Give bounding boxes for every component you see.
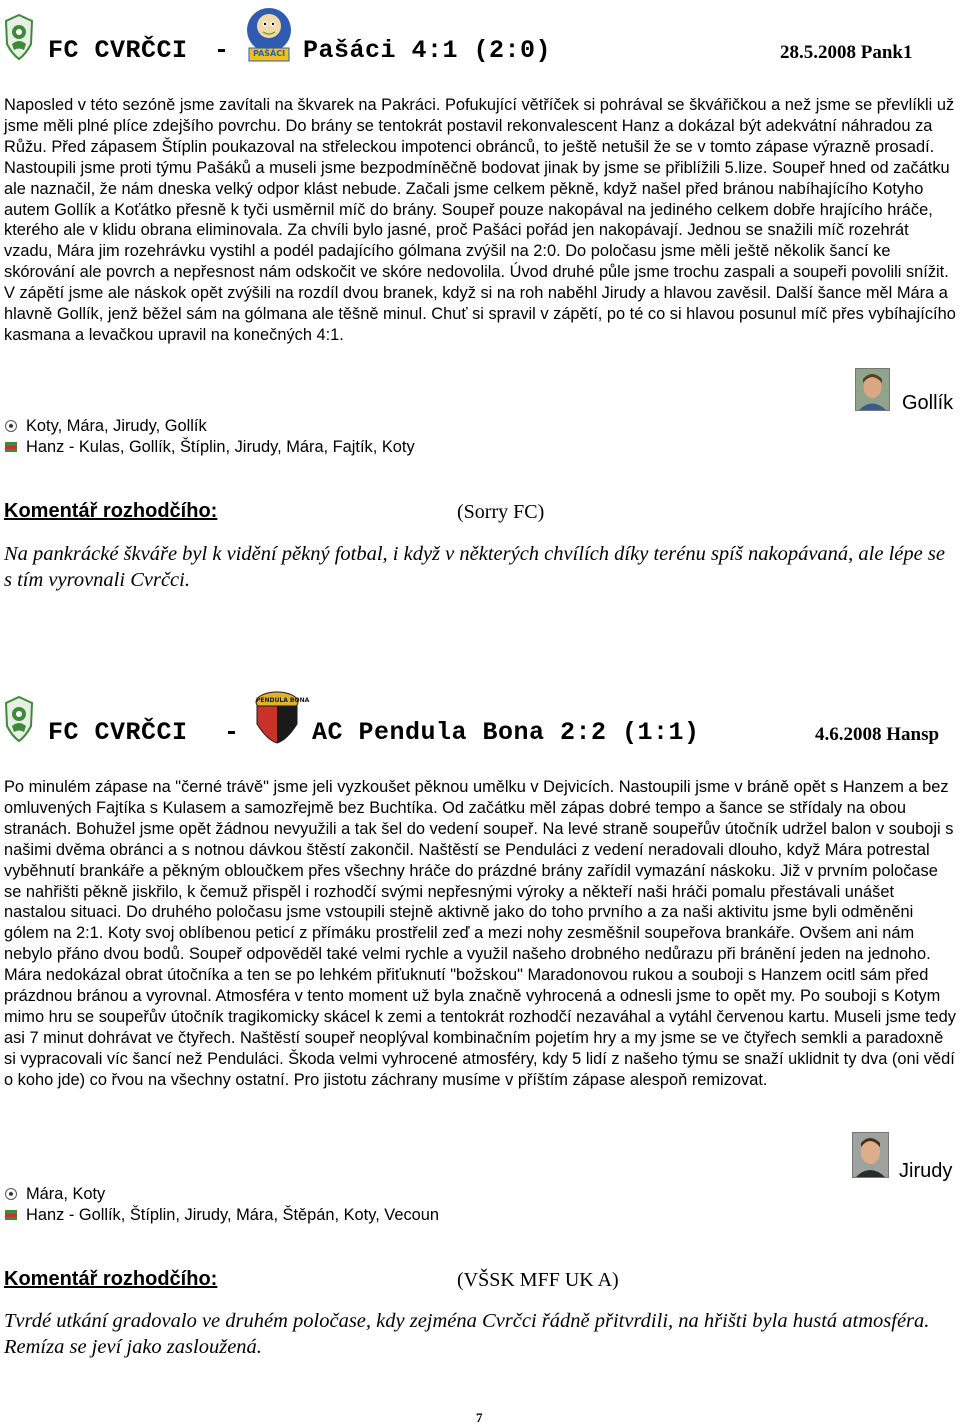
ball-icon <box>4 1188 18 1200</box>
match-report: Naposled v této sezóně jsme zavítali na škvarek na Pakráci. Pofukující větříček si pohrával se škvářičkou a než jsme se převlíkli už jsme měli plné plíce zdejšího povrchu. Do brány se tentokrát postavil rekonvalescent Hanz a dokázal být adekvátní náhradou za Růžu. Před zápasem Štíplin poukazoval na střeleckou impotenci obránců, to ještě netušil že se v tomto zápase výrazně prosadí. Nastoupili jsme proti týmu Pašáků a museli jsme bezpodmíněčně bodovat jinak by jsme se přiblížili 5.lize. Soupeř hned od začátku ale naznačil, že nám dneska velký odpor klást nebude. Začali jsme celkem pěkně, když našel před bránou nabíhajícího Kotyho autem Gollík a Koťátko přesně k tyči usměrnil míč do brány. Soupeř pouze nakopával na jediného celkem dobře hrajícího hráče, kterého ale v klidu obrana eliminovala. Za chvíli bylo jasné, proč Pašáci pořád jen nakopávají. Jednou se snažili míč rozehrát vzadu, Mára jim rozehrávku vystihl a podél padajícího gólmana zvýšil na 2:0. Do poločasu jsme měli ještě několik šancí ke skórování ale povrch a nepřesnost nám odskočit ve skóre nedovolila. Úvod druhé půle jsme trochu zaspali a soupeři povolili snížit. V zápětí jsme ale náskok opět zvýšili na rozdíl dvou branek, když si na roh naběhl Jirudy a hlavou zavěsil. Další šance měl Mára a hlavně Gollík, jenž běžel sám na gólmana ale těšně minul. Chuť si spravil v zápětí, po té co si hlavou posunul míč přes vybíhajícího kasmana a levačkou upravil na konečných 4:1. <box>4 96 956 344</box>
shirt-icon <box>4 1209 18 1221</box>
player-photo <box>852 1132 889 1178</box>
player-of-match-name: Jirudy <box>899 1160 953 1182</box>
pendula-logo-text: PENDULA BONA <box>256 697 310 704</box>
match-report: Po minulém zápase na "černé trávě" jsme jeli vyzkoušet pěknou umělku v Dejvicích. Nastoupili jsme v bráně opět s Hanzem a bez omluvených Fajtíka s Kulasem a samozřejmě bez Buchtíka. Od začátku měl zápas dobré tempo a šance se střídaly na obou stranách. Bohužel jsme opět žádnou nevyužili a tak šel do vedení soupeř. Na levé straně soupeřův útočník udržel balon v souboji s našimi dvěma obránci a s notnou dávkou štěstí zakončil. Naštěstí se Penduláci z vedení neradovali dlouho, když Mára potrestal vyběhnutí brankáře a pěkným obloučkem přes všechny hráče do prázdné brány zařídil vymazání náskoku. Již v prvním poločase se nahřišti pěkně jiskřilo, k čemuž přispěl i rozhodčí svými nepřesnými výroky a někteří naši hráči pomalu přestávali unášet nastalou situaci. Do druhého poločasu jsme vstoupili stejně aktivně jako do toho prvního a za naši aktivitu jsme byli odměněni gólem na 2:1. Koty svoj oblíbenou peticí z přímáku prostřelil zeď a mezi nohy zesměšnil soupeřova brankáře. Ovšem ani nám nebylo přáno dvou bodů. Soupeř odpověděl také velmi rychle a využil našeho drobného nedůrazu při bránění jeden na jednoho. Mára nedokázal obrat útočníka a ten se po lehkém přiťuknutí "božskou" Maradonovou rukou a souboji s Hanzem ocitl sám před prázdnou bránou a vyrovnal. Atmosféra v tento moment už byla značně vyhrocená a odnesli jsme to opět my. Po souboji s Kotym mimo hru se soupeřův útočník tragikomicky skácel k zemi a tentokrát rozhodčí nezaváhal a vytáhl červenou kartu. Museli jsme tedy asi 7 minut dohrávat ve čtyřech. Naštěstí soupeř neoplýval kombinačním pojetím hry a my jsme se ve čtyřech semkli a paradoxně si vypracovali víc šancí než Penduláci. Škoda velmi vyhrocené atmosféry, kdy 5 lidí z našeho týmu se snaží uklidnit ty dva (oni vědí o koho jde) co řvou na všechny ostatní. Pro jistotu záchrany musíme v příštím zápase alespoň remizovat. <box>4 778 956 1089</box>
match-score: AC Pendula Bona 2:2 (1:1) <box>312 718 700 747</box>
score-separator: - <box>214 36 230 65</box>
scorers: Mára, Koty <box>26 1185 106 1203</box>
score-separator: - <box>224 718 240 747</box>
scorers-row <box>4 416 207 436</box>
cvrcci-logo <box>4 696 34 742</box>
pendula-logo <box>254 690 310 744</box>
player-of-match-name: Gollík <box>902 392 954 414</box>
scorers-row <box>4 1184 105 1204</box>
referee-name: (VŠSK MFF UK A) <box>457 1269 619 1291</box>
lineup: Hanz - Kulas, Gollík, Štíplin, Jirudy, Mára, Fajtík, Koty <box>26 438 415 456</box>
home-team: FC CVRČCI <box>48 718 188 747</box>
pasaci-logo-text: PAŠÁCI <box>252 49 286 58</box>
lineup-row <box>4 437 415 457</box>
cvrcci-logo <box>4 14 34 60</box>
match-score: Pašáci 4:1 (2:0) <box>303 36 552 65</box>
shirt-icon <box>4 441 18 453</box>
referee-label: Komentář rozhodčího: <box>4 500 218 522</box>
referee-label: Komentář rozhodčího: <box>4 1268 218 1290</box>
referee-comment: Tvrdé utkání gradovalo ve druhém poločase, kdy zejména Cvrčci řádně přitvrdili, na hřišti byla hustá atmosféra. Remíza se jeví jako zasloužená. <box>4 1310 930 1358</box>
referee-name: (Sorry FC) <box>457 501 545 523</box>
match-date: 28.5.2008 Pank1 <box>780 42 913 63</box>
player-photo <box>855 368 890 411</box>
lineup-row <box>4 1205 439 1225</box>
match-date: 4.6.2008 Hansp <box>815 724 940 745</box>
ball-icon <box>4 420 18 432</box>
page-number: 7 <box>476 1410 483 1425</box>
scorers: Koty, Mára, Jirudy, Gollík <box>26 417 207 435</box>
home-team: FC CVRČCI <box>48 36 188 65</box>
referee-comment: Na pankrácké škváře byl k vidění pěkný fotbal, i když v některých chvílích díky terénu spíš nakopávaná, ale lépe se s tím vyrovnali Cvrčci. <box>4 543 945 591</box>
pasaci-logo <box>244 4 294 64</box>
lineup: Hanz - Gollík, Štíplin, Jirudy, Mára, Štěpán, Koty, Vecoun <box>26 1206 439 1224</box>
